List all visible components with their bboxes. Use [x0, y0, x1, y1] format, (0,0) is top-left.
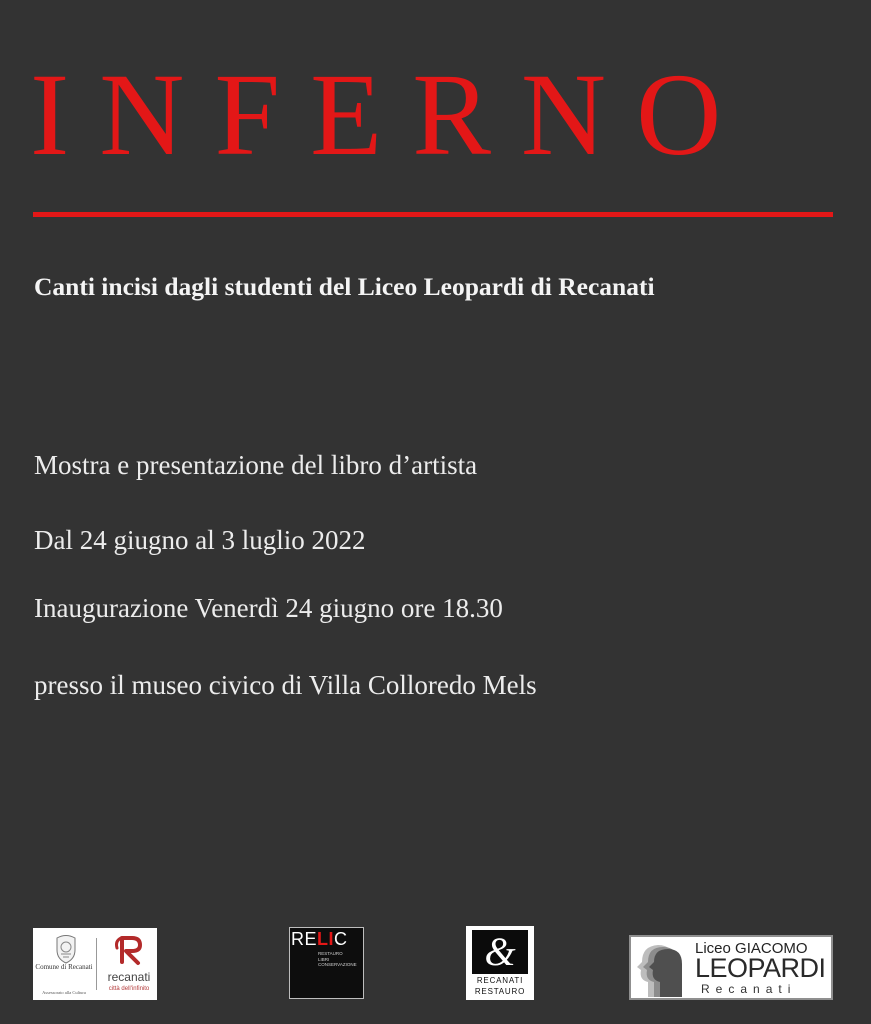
recanati-tagline: città dell'infinito — [108, 986, 150, 992]
comune-department: Assessorato alla Cultura — [42, 990, 86, 995]
liceo-line-1: Liceo GIACOMO — [695, 940, 808, 957]
relic-wordmark — [291, 929, 348, 949]
comune-name: Comune di Recanati — [35, 963, 93, 971]
relic-sub-line: CONSERVAZIONE — [318, 962, 357, 967]
recanati-restauro-logo — [466, 926, 534, 1000]
recanati-wordmark: recanati — [107, 970, 151, 984]
liceo-leopardi-logo — [629, 935, 833, 1000]
info-line-dates: Dal 24 giugno al 3 luglio 2022 — [34, 525, 366, 555]
info-line-venue: presso il museo civico di Villa Colloredo Mels — [34, 670, 537, 700]
restauro-line-2: RESTAURO — [474, 987, 526, 996]
liceo-line-2: LEOPARDI — [695, 953, 826, 983]
ampersand-mark-icon: & — [472, 930, 528, 974]
poster-title: INFERNO — [30, 49, 752, 180]
relic-sub-line: LIBRI — [318, 956, 330, 962]
poster-subtitle: Canti incisi dagli studenti del Liceo Leopardi di Recanati — [34, 272, 655, 301]
logo-divider — [96, 938, 97, 990]
liceo-line-3: Recanati — [701, 982, 797, 996]
restauro-line-1: RECANATI — [476, 976, 524, 985]
relic-word-red: LI — [317, 929, 335, 949]
recanati-r-mark-icon — [113, 932, 147, 966]
relic-subtitle — [318, 951, 362, 968]
relic-logo — [289, 927, 364, 999]
relic-word-start: RE — [291, 929, 318, 949]
info-line-opening: Inaugurazione Venerdì 24 giugno ore 18.30 — [34, 593, 503, 623]
info-line-exhibition: Mostra e presentazione del libro d’artista — [34, 450, 478, 480]
comune-recanati-logo — [33, 928, 157, 1000]
relic-sub-line: RESTAURO — [318, 951, 343, 956]
profile-silhouette-icon — [634, 940, 692, 997]
title-underline — [33, 212, 833, 217]
coat-of-arms-icon — [53, 934, 79, 964]
relic-word-end: C — [334, 929, 348, 949]
